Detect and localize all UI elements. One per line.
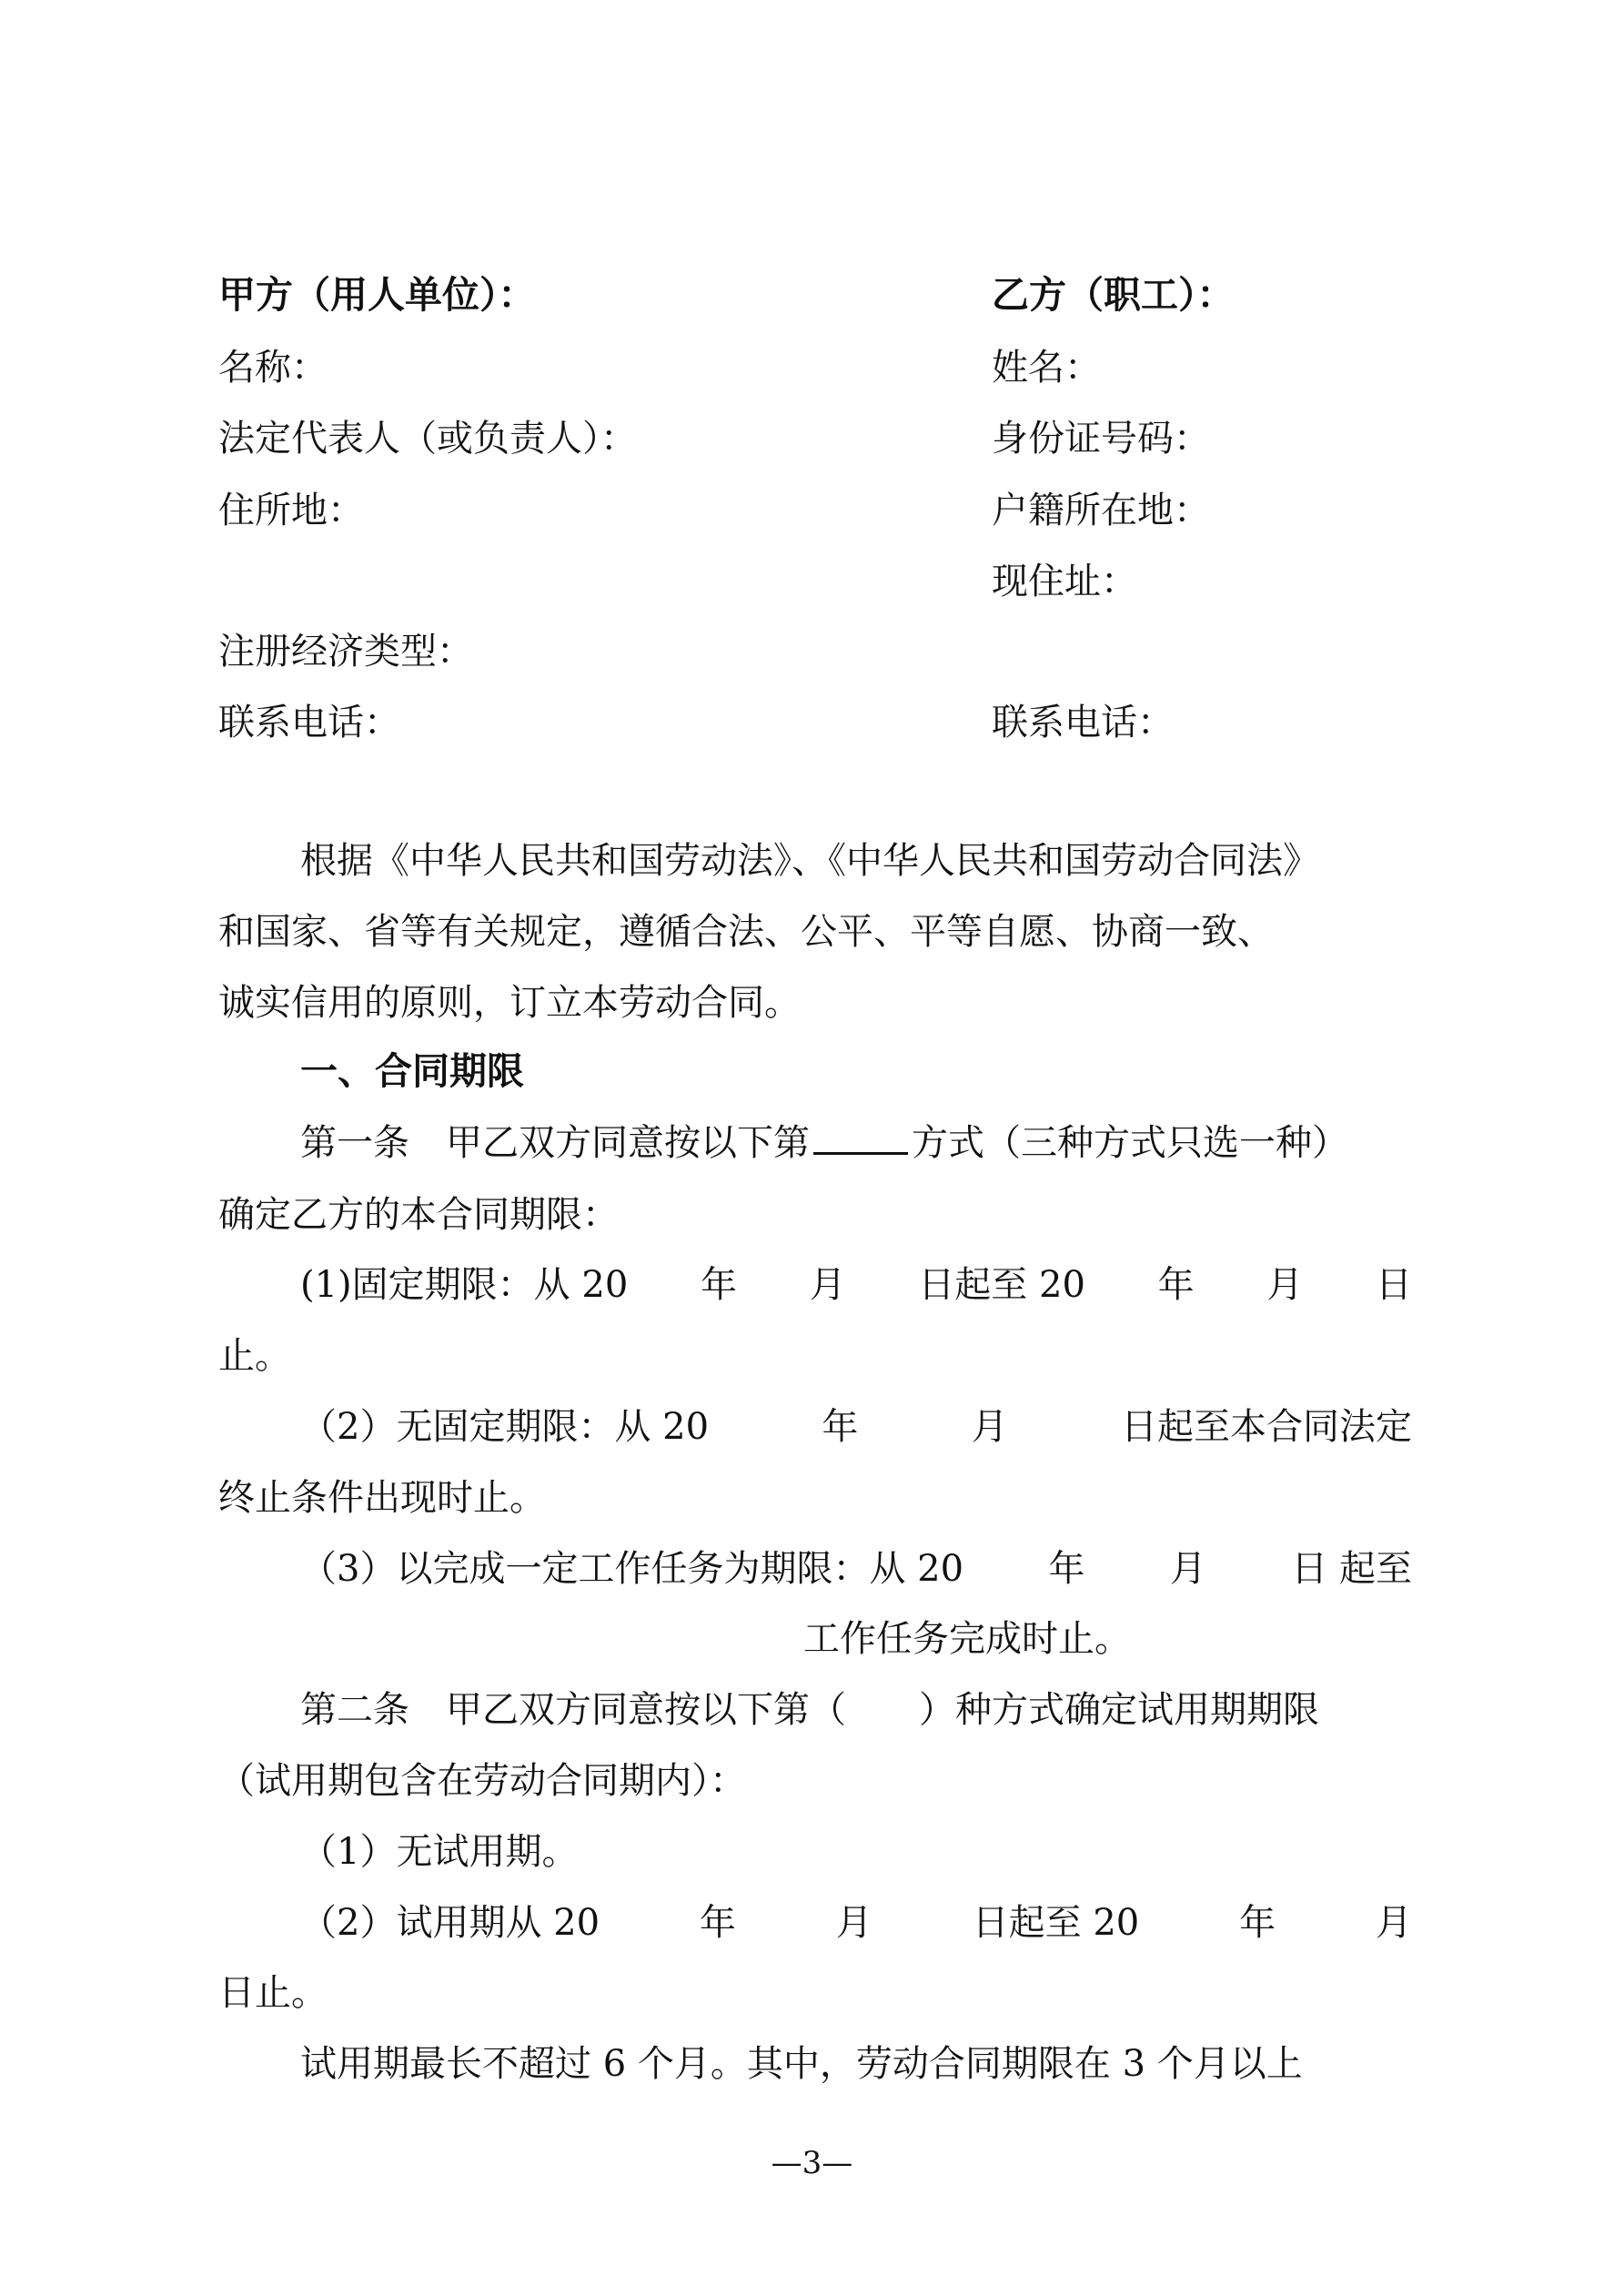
- article-2-option-1: （1）无试用期。: [300, 1831, 579, 1873]
- preamble-line-3: 诚实信用的原则，订立本劳动合同。: [218, 982, 801, 1024]
- section-1-title: 一、合同期限: [300, 1049, 524, 1093]
- probation-note: 试用期最长不超过 6 个月。其中，劳动合同期限在 3 个月以上: [300, 2043, 1303, 2085]
- option-1-day-2: 日: [1375, 1264, 1412, 1306]
- party-a-name-label: 名称：: [218, 347, 328, 389]
- preamble-line-2: 和国家、省等有关规定，遵循合法、公平、平等自愿、协商一致、: [218, 911, 1274, 953]
- option-2-line-1: [300, 1405, 1412, 1449]
- article-1-line-2: 确定乙方的本合同期限：: [218, 1194, 619, 1236]
- option-3-year: 年: [1048, 1548, 1085, 1590]
- option-1-month-2: 月: [1266, 1264, 1304, 1306]
- option-2-month: 月: [971, 1406, 1008, 1448]
- party-a-address-label: 住所地：: [218, 490, 364, 531]
- article-1-method-blank: [813, 1123, 908, 1155]
- option-1-line-1: [300, 1263, 1412, 1307]
- party-a-heading: 甲方（用人单位）：: [218, 273, 536, 317]
- article-1-suffix: 方式（三种方式只选一种）: [912, 1122, 1348, 1164]
- article-1-prefix: 第一条 甲乙双方同意按以下第: [300, 1122, 810, 1164]
- article-2-option-2-year-1: 年: [699, 1902, 736, 1944]
- article-1-line-1: [300, 1121, 1348, 1165]
- party-a-phone-label: 联系电话：: [218, 702, 400, 743]
- option-2-line-2: 终止条件出现时止。: [218, 1477, 546, 1519]
- party-b-heading: 乙方（职工）：: [992, 273, 1235, 317]
- article-2-option-2-year-2: 年: [1239, 1902, 1276, 1944]
- option-2-part-d: 日起至本合同法定: [1121, 1406, 1412, 1448]
- option-3-month: 月: [1169, 1548, 1206, 1590]
- preamble-line-1: 根据《中华人民共和国劳动法》、《中华人民共和国劳动合同法》: [300, 840, 1319, 882]
- party-b-phone-label: 联系电话：: [992, 702, 1174, 743]
- option-1-part-d: 日起至 20: [918, 1264, 1085, 1306]
- option-3-part-a: （3）以完成一定工作任务为期限：从 20: [300, 1548, 964, 1590]
- party-b-id-label: 身份证号码：: [992, 418, 1210, 460]
- article-2-option-2-line-2: 日止。: [218, 1972, 328, 2014]
- option-3-line-2: 工作任务完成时止。: [803, 1618, 1131, 1660]
- party-b-name-label: 姓名：: [992, 347, 1101, 389]
- page-number: —3—: [771, 2145, 853, 2181]
- article-2-option-2-part-d: 日起至 20: [972, 1902, 1140, 1944]
- option-2-year: 年: [822, 1406, 859, 1448]
- article-2-option-2-month-1: 月: [835, 1902, 873, 1944]
- party-a-rep-label: 法定代表人（或负责人）：: [218, 418, 637, 460]
- option-1-year-1: 年: [700, 1264, 737, 1306]
- article-2-line-2: （试用期包含在劳动合同期内）：: [218, 1760, 746, 1802]
- option-1-year-2: 年: [1157, 1264, 1195, 1306]
- option-3-line-1: [300, 1547, 1412, 1591]
- option-3-part-d: 日 起至: [1291, 1548, 1412, 1590]
- article-2-option-2-line-1: [300, 1901, 1412, 1945]
- option-2-part-a: （2）无固定期限：从 20: [300, 1406, 710, 1448]
- option-1-line-2: 止。: [218, 1335, 291, 1377]
- party-a-econ-type-label: 注册经济类型：: [218, 631, 473, 673]
- article-2-line-1: 第二条 甲乙双方同意按以下第（ ）种方式确定试用期期限: [300, 1689, 1319, 1731]
- party-b-hukou-label: 户籍所在地：: [992, 490, 1210, 531]
- option-1-month-1: 月: [809, 1264, 846, 1306]
- option-1-part-a: (1)固定期限：从 20: [300, 1264, 629, 1306]
- party-b-current-address-label: 现住址：: [992, 561, 1137, 602]
- article-2-option-2-part-a: （2）试用期从 20: [300, 1902, 600, 1944]
- article-2-option-2-month-2: 月: [1375, 1902, 1412, 1944]
